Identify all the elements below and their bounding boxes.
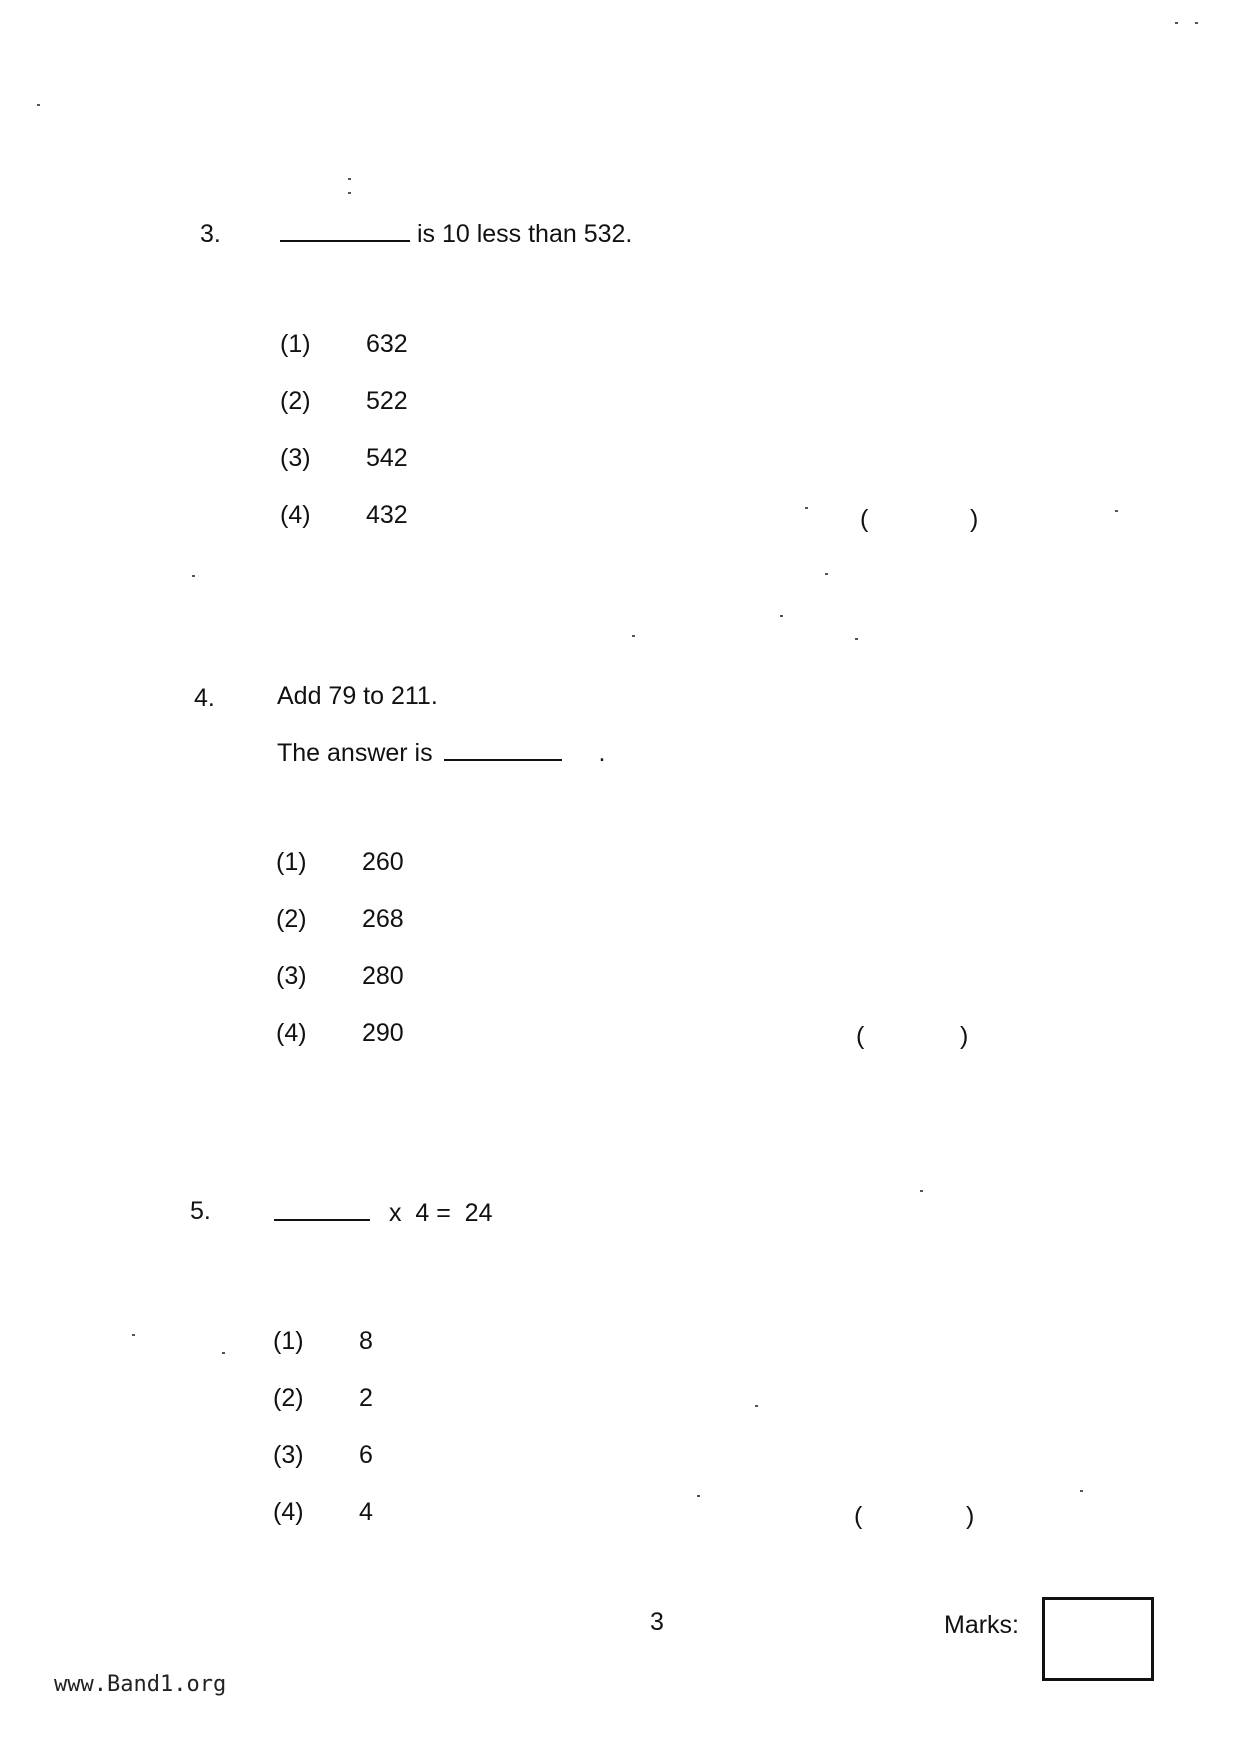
scan-speck (348, 192, 351, 194)
option-label: (3) (280, 444, 311, 472)
option-label: (2) (276, 905, 307, 933)
scan-speck (825, 573, 828, 575)
answer-blank[interactable] (280, 240, 410, 242)
question-stem-line2 (277, 739, 605, 768)
option-value: 6 (359, 1441, 373, 1469)
question-stem (280, 220, 632, 249)
marks-box[interactable] (1042, 1597, 1154, 1681)
stem-text: x 4 = 24 (388, 1199, 493, 1227)
answer-bracket-close: ) (966, 1502, 975, 1530)
scan-speck (1115, 510, 1118, 512)
option-value: 2 (359, 1384, 373, 1412)
option-label: (1) (273, 1327, 304, 1355)
scan-speck (780, 615, 783, 617)
option-label: (2) (273, 1384, 304, 1412)
stem-prefix: The answer is (277, 739, 433, 767)
option-value: 268 (362, 905, 404, 933)
scan-speck (697, 1495, 700, 1497)
option-value: 522 (366, 387, 408, 415)
option-value: 260 (362, 848, 404, 876)
scan-speck (132, 1334, 135, 1336)
option-label: (4) (280, 501, 311, 529)
scan-speck (805, 507, 808, 509)
scan-speck (1175, 22, 1178, 24)
option-value: 632 (366, 330, 408, 358)
scan-speck (222, 1352, 225, 1354)
option-value: 432 (366, 501, 408, 529)
question-number: 3. (200, 220, 221, 248)
option-label: (3) (276, 962, 307, 990)
question-stem-line1: Add 79 to 211. (277, 682, 438, 710)
answer-bracket-open: ( (860, 505, 869, 533)
page-number: 3 (650, 1608, 664, 1636)
marks-label: Marks: (944, 1611, 1019, 1639)
answer-blank[interactable] (444, 759, 562, 761)
scan-speck (920, 1190, 923, 1192)
question-stem (274, 1199, 493, 1228)
scan-speck (755, 1405, 758, 1407)
option-label: (4) (273, 1498, 304, 1526)
scan-speck (1080, 1490, 1083, 1492)
scan-speck (1195, 22, 1198, 24)
option-value: 290 (362, 1019, 404, 1047)
question-number: 5. (190, 1197, 211, 1225)
answer-bracket-open: ( (854, 1502, 863, 1530)
scan-speck (192, 575, 195, 577)
option-label: (1) (280, 330, 311, 358)
answer-blank[interactable] (274, 1219, 370, 1221)
option-label: (4) (276, 1019, 307, 1047)
scan-speck (37, 104, 40, 106)
scan-speck (348, 178, 351, 180)
option-label: (2) (280, 387, 311, 415)
question-number: 4. (194, 684, 215, 712)
stem-suffix: . (598, 739, 606, 767)
answer-bracket-close: ) (970, 505, 979, 533)
footer-url: www.Band1.org (54, 1672, 227, 1697)
stem-text: is 10 less than 532. (416, 220, 633, 248)
answer-bracket-open: ( (856, 1022, 865, 1050)
option-label: (3) (273, 1441, 304, 1469)
option-label: (1) (276, 848, 307, 876)
option-value: 542 (366, 444, 408, 472)
scan-speck (632, 635, 635, 637)
option-value: 8 (359, 1327, 373, 1355)
answer-bracket-close: ) (960, 1022, 969, 1050)
option-value: 280 (362, 962, 404, 990)
scan-speck (855, 638, 858, 640)
option-value: 4 (359, 1498, 373, 1526)
